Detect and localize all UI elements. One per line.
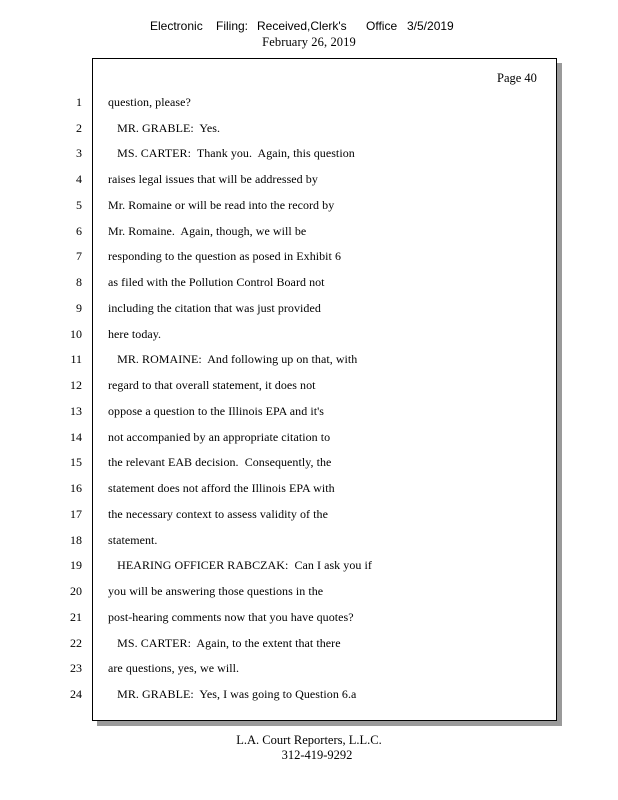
- line-text: Mr. Romaine or will be read into the record by: [108, 198, 335, 212]
- line-number: 7: [76, 249, 82, 263]
- line-number: 22: [70, 636, 82, 650]
- line-number: 11: [70, 352, 82, 366]
- line-text: MS. CARTER: Thank you. Again, this question: [108, 146, 355, 160]
- line-number: 24: [70, 687, 82, 701]
- line-text: here today.: [108, 327, 162, 341]
- line-number: 13: [70, 404, 82, 418]
- line-text: as filed with the Pollution Control Board not: [108, 275, 325, 289]
- line-text: MR. GRABLE: Yes, I was going to Question 6.a: [108, 687, 357, 701]
- line-text: raises legal issues that will be addressed by: [108, 172, 318, 186]
- line-text: MR. ROMAINE: And following up on that, with: [108, 352, 358, 366]
- line-text: MR. GRABLE: Yes.: [108, 121, 221, 135]
- line-number: 2: [76, 121, 82, 135]
- filing-word-received: Received,Clerk's: [257, 19, 347, 33]
- line-number: 15: [70, 455, 82, 469]
- filing-word-office: Office: [366, 19, 398, 33]
- page-number: Page 40: [497, 71, 537, 85]
- footer-company: L.A. Court Reporters, L.L.C.: [236, 733, 382, 747]
- line-number: 9: [76, 301, 82, 315]
- line-number: 12: [70, 378, 82, 392]
- line-text: the relevant EAB decision. Consequently, the: [108, 455, 332, 469]
- line-number: 1: [76, 95, 82, 109]
- line-text: not accompanied by an appropriate citation to: [108, 430, 331, 444]
- line-text: statement.: [108, 533, 158, 547]
- line-number: 8: [76, 275, 82, 289]
- line-number: 19: [70, 558, 82, 572]
- line-number: 17: [70, 507, 82, 521]
- line-number: 18: [70, 533, 82, 547]
- line-text: MS. CARTER: Again, to the extent that there: [108, 636, 341, 650]
- line-text: question, please?: [108, 95, 191, 109]
- filing-word-date: 3/5/2019: [407, 19, 454, 33]
- transcript-date: February 26, 2019: [262, 35, 356, 49]
- line-number: 10: [70, 327, 82, 341]
- line-number: 14: [70, 430, 82, 444]
- footer-phone: 312-419-9292: [281, 748, 353, 762]
- line-text: statement does not afford the Illinois EPA with: [108, 481, 335, 495]
- electronic-filing-stamp: [0, 19, 618, 35]
- line-text: HEARING OFFICER RABCZAK: Can I ask you if: [108, 558, 372, 572]
- line-number: 6: [76, 224, 82, 238]
- line-number: 23: [70, 661, 82, 675]
- line-text: including the citation that was just provided: [108, 301, 321, 315]
- line-number: 20: [70, 584, 82, 598]
- line-text: you will be answering those questions in the: [108, 584, 324, 598]
- line-text: the necessary context to assess validity of the: [108, 507, 328, 521]
- line-number: 21: [70, 610, 82, 624]
- filing-word-filing: Filing:: [216, 19, 249, 33]
- line-number: 5: [76, 198, 82, 212]
- line-text: regard to that overall statement, it does not: [108, 378, 316, 392]
- line-text: are questions, yes, we will.: [108, 661, 240, 675]
- filing-word-electronic: Electronic: [150, 19, 203, 33]
- line-text: oppose a question to the Illinois EPA and it's: [108, 404, 325, 418]
- line-number: 4: [76, 172, 82, 186]
- line-number: 3: [76, 146, 82, 160]
- line-text: responding to the question as posed in Exhibit 6: [108, 249, 342, 263]
- line-text: Mr. Romaine. Again, though, we will be: [108, 224, 307, 238]
- line-number: 16: [70, 481, 82, 495]
- line-text: post-hearing comments now that you have quotes?: [108, 610, 354, 624]
